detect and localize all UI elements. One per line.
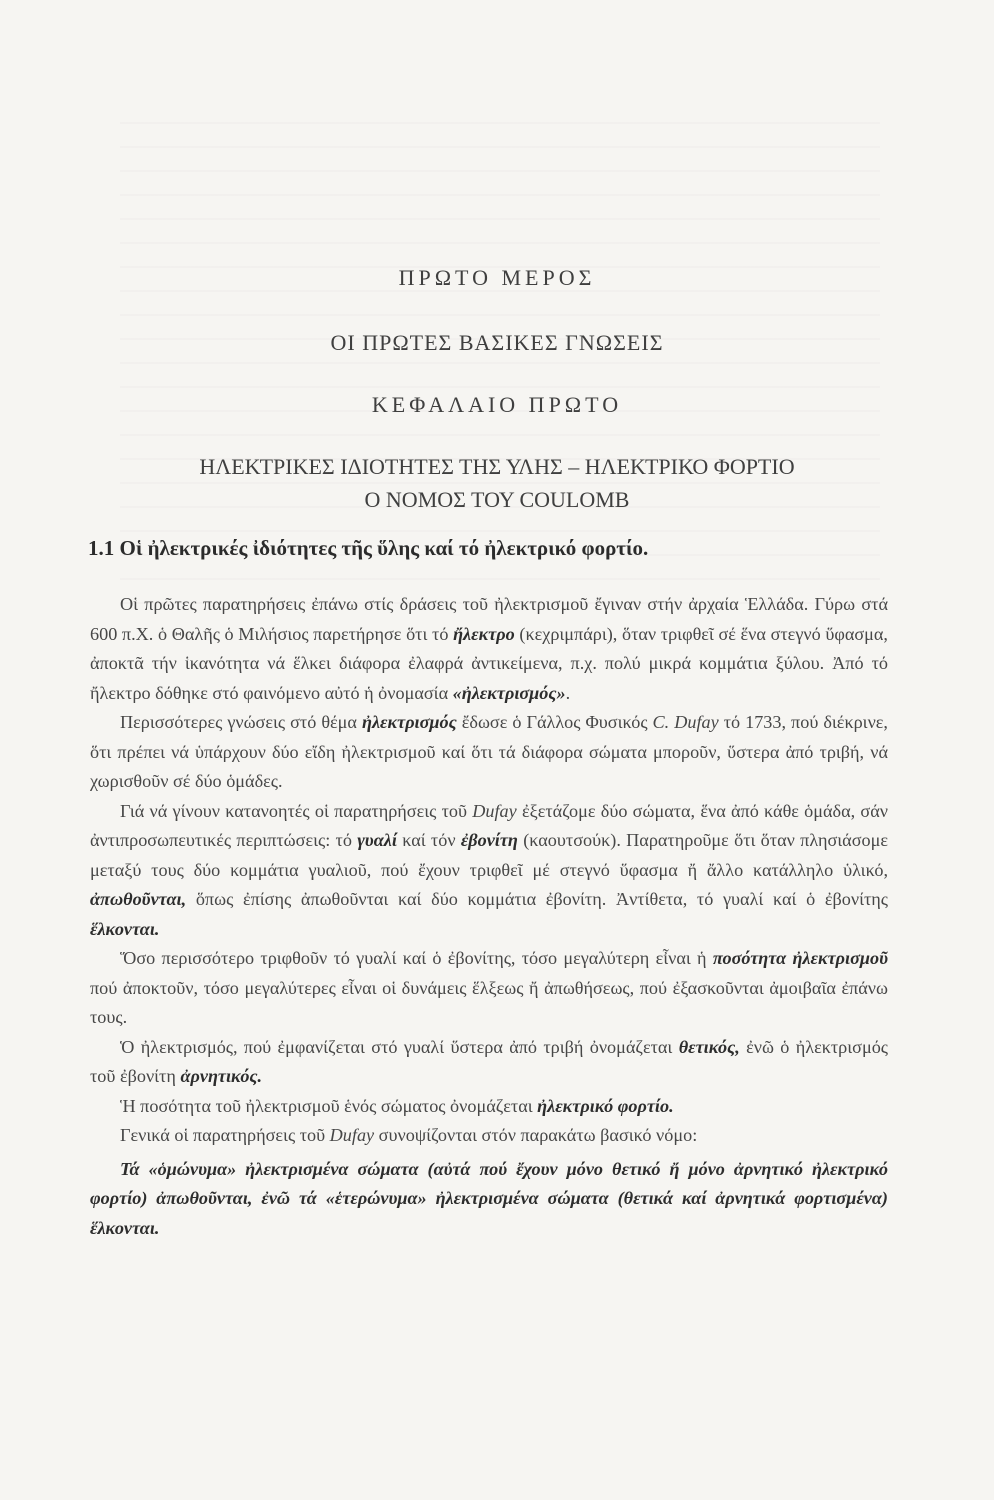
text-run: Γενικά οἱ παρατηρήσεις τοῦ <box>120 1125 330 1145</box>
chapter-title-line-2: Ο ΝΟΜΟΣ ΤΟΥ COULOMB <box>364 487 630 512</box>
text-run: ὅπως ἐπίσης ἀπωθοῦνται καί δύο κομμάτια ἐβονίτη. Ἀντίθετα, τό γυαλί καί ὁ ἐβονίτης <box>186 889 888 909</box>
section-heading: 1.1 Οἱ ἠλεκτρικές ἰδιότητες τῆς ὕλης καί τό ἠλεκτρικό φορτίο. <box>88 536 649 560</box>
text-run: Γιά νά γίνουν κατανοητές οἱ παρατηρήσεις τοῦ <box>120 800 473 821</box>
emphasis: ἠλεκτρισμός <box>361 712 457 732</box>
paragraph-4 <box>90 944 888 1033</box>
chapter-title-line-1: ΗΛΕΚΤΡΙΚΕΣ ΙΔΙΟΤΗΤΕΣ ΤΗΣ ΥΛΗΣ – ΗΛΕΚΤΡΙΚΟ ΦΟΡΤΙΟ <box>199 454 795 479</box>
name-italic: C. Dufay <box>652 712 719 732</box>
paragraph-6 <box>90 1092 888 1122</box>
paragraph-7 <box>90 1121 888 1151</box>
emphasis: «ἠλεκτρισμός» <box>452 682 566 703</box>
emphasis: ἀπωθοῦνται, <box>90 889 187 909</box>
name-italic: Dufay <box>472 800 517 821</box>
text-run: τό 1733, πού διέκρινε, ὅτι πρέπει νά ὑπάρχουν δύο εἴδη ἠλεκτρισμοῦ καί ὅτι τά διάφορα σώματα μποροῦν, ὕστερα ἀπό τριβή, νά χωρισθοῦν σέ δύο ὁμάδες. <box>90 712 888 791</box>
text-run: Ἡ ποσότητα τοῦ ἠλεκτρισμοῦ ἑνός σώματος ὀνομάζεται <box>120 1095 538 1116</box>
paragraph-5 <box>90 1033 888 1092</box>
emphasis: ἀρνητικός. <box>180 1066 263 1086</box>
body-text <box>90 590 888 1243</box>
paragraph-3 <box>90 797 888 945</box>
text-run: ἐνῶ ὁ ἠλεκτρισμός τοῦ ἐβονίτη <box>90 1036 888 1086</box>
emphasis: γυαλί <box>357 830 397 850</box>
emphasis: ἐβονίτη <box>460 830 518 850</box>
basic-law-statement: Τά «ὁμώνυμα» ἠλεκτρισμένα σώματα (αὐτά πού ἔχουν μόνο θετικό ἤ μόνο ἀρνητικό ἠλεκτρικό φορτίο) ἀπωθοῦνται, ἐνῶ τά «ἑτερώνυμα» ἠλεκτρισμένα σώματα (θετικά καί ἀρνητικά φορτισμένα) ἕλκονται. <box>90 1158 888 1238</box>
paragraph-1 <box>90 590 888 708</box>
emphasis: ἠλεκτρικό φορτίο. <box>537 1095 674 1116</box>
emphasis: θετικός, <box>678 1036 740 1057</box>
text-run: . <box>565 682 571 703</box>
text-run: (καουτσούκ). Παρατηροῦμε ὅτι ὅταν πλησιάσομε μεταξύ τους δύο κομμάτια γυαλιοῦ, πού ἔχουν τριφθεῖ μέ στεγνό ὕφασμα ἤ ἄλλο κατάλληλο ὑλικό, <box>90 830 888 880</box>
chapter-title <box>0 450 994 516</box>
text-run: πού ἀποκτοῦν, τόσο μεγαλύτερες εἶναι οἱ δυνάμεις ἕλξεως ἤ ἀπωθήσεως, πού ἐξασκοῦνται ἀμοιβαῖα ἐπάνω τους. <box>90 977 888 1027</box>
name-italic: Dufay <box>329 1125 375 1145</box>
text-run: συνοψίζονται στόν παρακάτω βασικό νόμο: <box>374 1125 698 1145</box>
text-run: Ὅσο περισσότερο τριφθοῦν τό γυαλί καί ὁ ἐβονίτης, τόσο μεγαλύτερη εἶναι ἡ <box>120 948 713 968</box>
text-run: ἔδωσε ὁ Γάλλος Φυσικός <box>456 712 653 732</box>
text-run: Ὁ ἠλεκτρισμός, πού ἐμφανίζεται στό γυαλί ὕστερα ἀπό τριβή ὀνομάζεται <box>120 1036 679 1057</box>
text-run: (κεχριμπάρι), ὅταν τριφθεῖ σέ ἕνα στεγνό ὕφασμα, ἀποκτᾶ τήν ἱκανότητα νά ἕλκει διάφορα ἐλαφρά ἀντικείμενα, π.χ. πολύ μικρά κομμάτια ξύλου. Ἀπό τό ἤλεκτρο δόθηκε στό φαινόμενο αὐτό ἡ ὀνομασία <box>90 623 888 703</box>
part-heading: ΠΡΩΤΟ ΜΕΡΟΣ <box>398 265 596 290</box>
part-title: ΟΙ ΠΡΩΤΕΣ ΒΑΣΙΚΕΣ ΓΝΩΣΕΙΣ <box>330 330 664 355</box>
paragraph-2 <box>90 708 888 797</box>
text-run: Περισσότερες γνώσεις στό θέμα <box>120 712 362 732</box>
emphasis: ποσότητα ἠλεκτρισμοῦ <box>712 948 889 968</box>
emphasis: ἤλεκτρο <box>453 623 515 644</box>
text-run: Οἱ πρῶτες παρατηρήσεις ἐπάνω στίς δράσεις τοῦ ἠλεκτρισμοῦ ἔγιναν στήν ἀρχαία Ἑλλάδα. Γύρω στά 600 π.Χ. ὁ Θαλῆς ὁ Μιλήσιος παρετήρησε ὅτι τό <box>90 594 888 644</box>
chapter-heading: ΚΕΦΑΛΑΙΟ ΠΡΩΤΟ <box>371 392 623 417</box>
text-run: καί τόν <box>396 830 461 850</box>
text-run: ἐξετάζομε δύο σώματα, ἕνα ἀπό κάθε ὁμάδα, σάν ἀντιπροσωπευτικές περιπτώσεις: τό <box>90 800 888 850</box>
emphasis: ἕλκονται. <box>90 918 160 939</box>
